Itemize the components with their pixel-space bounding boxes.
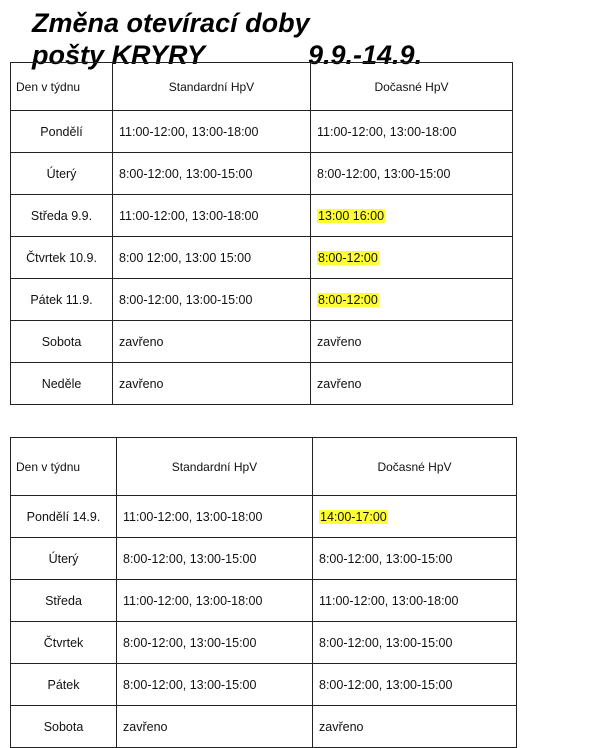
standard-hours-cell: 8:00 12:00, 13:00 15:00 — [113, 237, 311, 279]
table-row — [11, 496, 517, 538]
day-cell: Pondělí 14.9. — [11, 496, 117, 538]
column-header: Den v týdnu — [11, 63, 113, 111]
temporary-hours-cell: 8:00-12:00, 13:00-15:00 — [313, 664, 517, 706]
temporary-hours-cell — [311, 279, 513, 321]
table-row — [11, 111, 513, 153]
temporary-hours-cell: 8:00-12:00, 13:00-15:00 — [313, 538, 517, 580]
table-row — [11, 664, 517, 706]
standard-hours-cell: 8:00-12:00, 13:00-15:00 — [113, 279, 311, 321]
standard-hours-cell: zavřeno — [113, 363, 311, 405]
highlighted-hours: 8:00-12:00 — [318, 250, 378, 265]
day-cell: Sobota — [11, 321, 113, 363]
temporary-hours-cell: 11:00-12:00, 13:00-18:00 — [311, 111, 513, 153]
highlighted-hours: 8:00-12:00 — [318, 292, 378, 307]
table-row — [11, 237, 513, 279]
day-cell: Úterý — [11, 153, 113, 195]
hours-table-week-2 — [10, 437, 517, 748]
highlighted-hours: 13:00 16:00 — [318, 208, 385, 223]
temporary-hours-cell: 11:00-12:00, 13:00-18:00 — [313, 580, 517, 622]
column-header: Standardní HpV — [113, 63, 311, 111]
table-row — [11, 538, 517, 580]
column-header: Dočasné HpV — [313, 438, 517, 496]
table-row — [11, 622, 517, 664]
date-range: 9.9.-14.9. — [308, 40, 423, 70]
temporary-hours-cell — [311, 237, 513, 279]
table-row — [11, 580, 517, 622]
standard-hours-cell: 8:00-12:00, 13:00-15:00 — [113, 153, 311, 195]
standard-hours-cell: zavřeno — [117, 706, 313, 748]
table-row — [11, 363, 513, 405]
day-cell: Čtvrtek — [11, 622, 117, 664]
temporary-hours-cell: zavřeno — [313, 706, 517, 748]
day-cell: Pondělí — [11, 111, 113, 153]
temporary-hours-cell — [311, 195, 513, 237]
standard-hours-cell: 8:00-12:00, 13:00-15:00 — [117, 664, 313, 706]
table-row — [11, 195, 513, 237]
standard-hours-cell: 11:00-12:00, 13:00-18:00 — [117, 580, 313, 622]
standard-hours-cell: 8:00-12:00, 13:00-15:00 — [117, 622, 313, 664]
table-row — [11, 153, 513, 195]
standard-hours-cell: 8:00-12:00, 13:00-15:00 — [117, 538, 313, 580]
day-cell: Středa — [11, 580, 117, 622]
day-cell: Neděle — [11, 363, 113, 405]
temporary-hours-cell: zavřeno — [311, 363, 513, 405]
day-cell: Sobota — [11, 706, 117, 748]
table-row — [11, 279, 513, 321]
day-cell: Úterý — [11, 538, 117, 580]
table-header-row — [11, 63, 513, 111]
hours-table-week-1 — [10, 62, 513, 405]
temporary-hours-cell — [313, 496, 517, 538]
column-header: Den v týdnu — [11, 438, 117, 496]
standard-hours-cell: 11:00-12:00, 13:00-18:00 — [113, 111, 311, 153]
table-row — [11, 321, 513, 363]
standard-hours-cell: zavřeno — [113, 321, 311, 363]
column-header: Dočasné HpV — [311, 63, 513, 111]
standard-hours-cell: 11:00-12:00, 13:00-18:00 — [117, 496, 313, 538]
highlighted-hours: 14:00-17:00 — [320, 509, 387, 524]
post-office-name: pošty KRYRY — [32, 40, 206, 70]
day-cell: Čtvrtek 10.9. — [11, 237, 113, 279]
temporary-hours-cell: zavřeno — [311, 321, 513, 363]
column-header: Standardní HpV — [117, 438, 313, 496]
temporary-hours-cell: 8:00-12:00, 13:00-15:00 — [311, 153, 513, 195]
notice-title-line1: Změna otevírací doby — [32, 8, 310, 38]
day-cell: Pátek — [11, 664, 117, 706]
day-cell: Středa 9.9. — [11, 195, 113, 237]
day-cell: Pátek 11.9. — [11, 279, 113, 321]
standard-hours-cell: 11:00-12:00, 13:00-18:00 — [113, 195, 311, 237]
table-header-row — [11, 438, 517, 496]
table-row — [11, 706, 517, 748]
temporary-hours-cell: 8:00-12:00, 13:00-15:00 — [313, 622, 517, 664]
